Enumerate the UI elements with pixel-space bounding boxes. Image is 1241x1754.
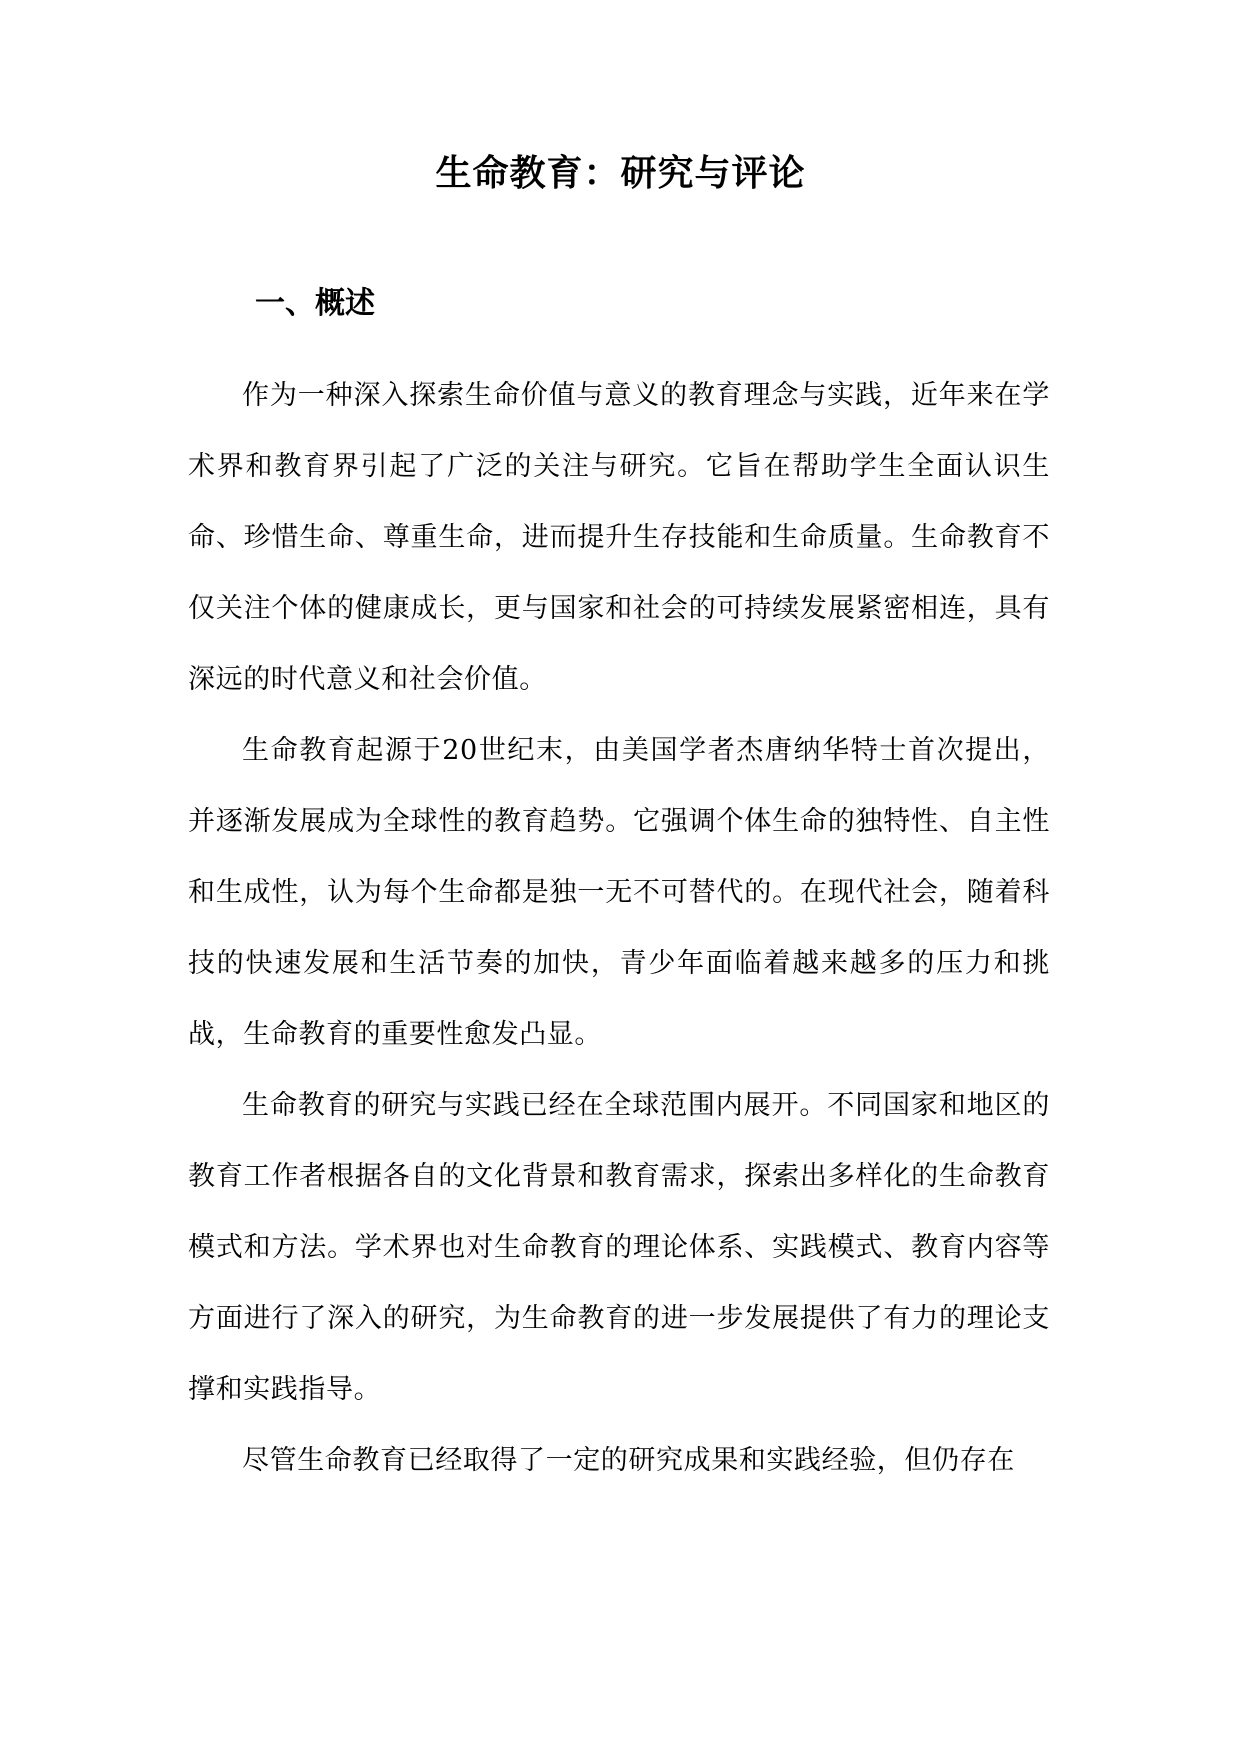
paragraph-1: 作为一种深入探索生命价值与意义的教育理念与实践，近年来在学术界和教育界引起了广泛的关注与研究。它旨在帮助学生全面认识生命、珍惜生命、尊重生命，进而提升生存技能和生命质量。生命教育不仅关注个体的健康成长，更与国家和社会的可持续发展紧密相连，具有深远的时代意义和社会价值。 xyxy=(188,380,1050,695)
paragraph-2: 生命教育起源于20世纪末，由美国学者杰唐纳华特士首次提出，并逐渐发展成为全球性的教育趋势。它强调个体生命的独特性、自主性和生成性，认为每个生命都是独一无不可替代的。在现代社会，随着科技的快速发展和生活节奏的加快，青少年面临着越来越多的压力和挑战，生命教育的重要性愈发凸显。 xyxy=(188,735,1050,1050)
paragraph-3: 生命教育的研究与实践已经在全球范围内展开。不同国家和地区的教育工作者根据各自的文化背景和教育需求，探索出多样化的生命教育模式和方法。学术界也对生命教育的理论体系、实践模式、教育内容等方面进行了深入的研究，为生命教育的进一步发展提供了有力的理论支撑和实践指导。 xyxy=(188,1090,1050,1405)
body-text xyxy=(188,360,1050,1496)
section-heading: 一、概述 xyxy=(255,286,375,321)
document-title: 生命教育：研究与评论 xyxy=(435,153,806,194)
paragraph-4: 尽管生命教育已经取得了一定的研究成果和实践经验，但仍存在 xyxy=(242,1445,1015,1476)
